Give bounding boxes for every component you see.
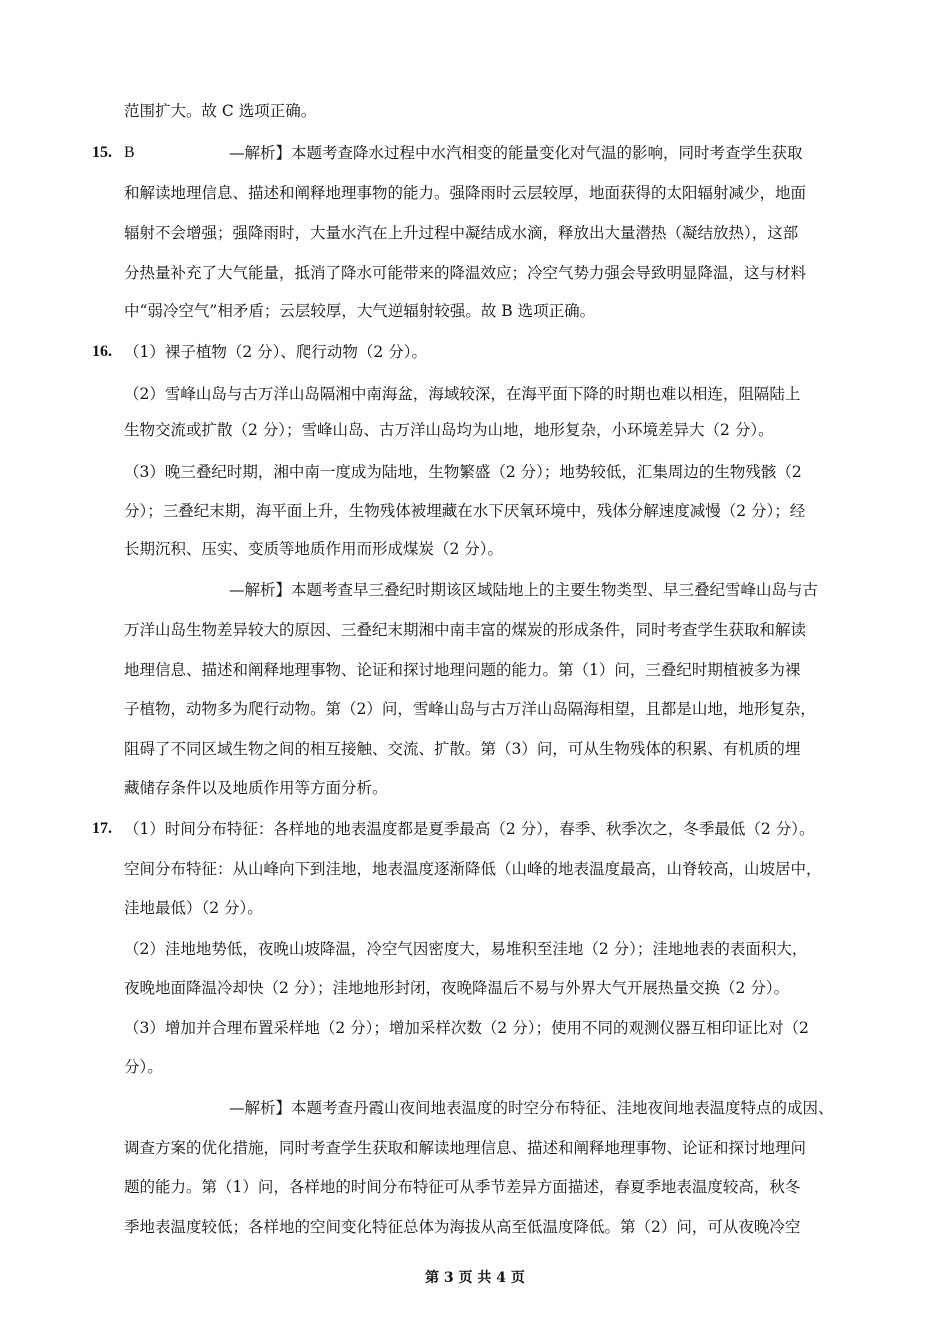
page-footer: 第 3 页 共 4 页 <box>425 1270 525 1286</box>
question-16-line-7: —解析】本题考查早三叠纪时期该区域陆地上的主要生物类型、早三叠纪雪峰山岛与古 <box>229 581 819 599</box>
continuation-line: 范围扩大。故 C 选项正确。 <box>124 102 317 120</box>
question-16-line-9: 地理信息、描述和阐释地理事物、论证和探讨地理问题的能力。第（1）问，三叠纪时期植被多为裸 <box>124 661 801 679</box>
question-17-line-4: （2）洼地地势低，夜晚山坡降温，冷空气因密度大，易堆积至洼地（2 分）；洼地地表的表面积大， <box>124 940 808 958</box>
question-17-line-1: （1）时间分布特征：各样地的地表温度都是夏季最高（2 分），春季、秋季次之，冬季最低（2 分）。 <box>124 820 815 838</box>
question-16-line-8: 万洋山岛生物差异较大的原因、三叠纪末期湘中南丰富的煤炭的形成条件，同时考查学生获取和解读 <box>124 621 807 639</box>
question-17-line-7: 分）。 <box>124 1058 163 1076</box>
question-17-line-9: 调查方案的优化措施，同时考查学生获取和解读地理信息、描述和阐释地理事物、论证和探讨地理问 <box>124 1139 807 1157</box>
question-15-line-4: 分热量补充了大气能量，抵消了降水可能带来的降温效应；冷空气势力强会导致明显降温，这与材料 <box>124 264 807 282</box>
question-16-line-11: 阻碍了不同区域生物之间的相互接触、交流、扩散。第（3）问，可从生物残体的积累、有机质的埋 <box>124 740 801 758</box>
question-16-line-1: （1）裸子植物（2 分）、爬行动物（2 分）。 <box>124 343 427 361</box>
question-17-line-8: —解析】本题考查丹霞山夜间地表温度的时空分布特征、洼地夜间地表温度特点的成因、 <box>229 1099 834 1117</box>
question-15-line-1: —解析】本题考查降水过程中水汽相变的能量变化对气温的影响，同时考查学生获取 <box>229 144 803 162</box>
question-16-line-6: 长期沉积、压实、变质等地质作用而形成煤炭（2 分）。 <box>124 540 504 558</box>
question-17-line-5: 夜晚地面降温冷却快（2 分）；洼地地形封闭，夜晚降温后不易与外界大气开展热量交换（2 分）。 <box>124 979 790 997</box>
question-16-number: 16. <box>92 343 112 360</box>
question-17-line-2: 空间分布特征：从山峰向下到洼地，地表温度逐渐降低（山峰的地表温度最高，山脊较高，山坡居中， <box>124 860 822 878</box>
question-16-line-5: 分）；三叠纪末期，海平面上升，生物残体被埋藏在水下厌氧环境中，残体分解速度减慢（2 分）；经 <box>124 502 806 520</box>
question-15-line-3: 辐射不会增强；强降雨时，大量水汽在上升过程中凝结成水滴，释放出大量潜热（凝结放热），这部 <box>124 224 799 242</box>
question-16-line-3: 生物交流或扩散（2 分）；雪峰山岛、古万洋山岛均为山地，地形复杂，小环境差异大（2 分）。 <box>124 421 774 439</box>
question-15-number: 15. <box>92 144 112 161</box>
question-17-line-11: 季地表温度较低；各样地的空间变化特征总体为海拔从高至低温度降低。第（2）问，可从夜晚冷空 <box>124 1218 801 1236</box>
question-15-answer: B <box>124 144 135 161</box>
question-15-line-2: 和解读地理信息、描述和阐释地理事物的能力。强降雨时云层较厚，地面获得的太阳辐射减少，地面 <box>124 184 807 202</box>
question-15-line-5: 中“弱冷空气”相矛盾；云层较厚，大气逆辐射较强。故 B 选项正确。 <box>124 302 596 320</box>
question-16-line-10: 子植物，动物多为爬行动物。第（2）问，雪峰山岛与古万洋山岛隔海相望，且都是山地，地形复杂， <box>124 700 816 718</box>
question-16-line-4: （3）晚三叠纪时期，湘中南一度成为陆地，生物繁盛（2 分）；地势较低，汇集周边的生物残骸（2 <box>124 463 802 481</box>
question-17-number: 17. <box>92 820 112 837</box>
question-16-line-2: （2）雪峰山岛与古万洋山岛隔湘中南海盆，海域较深，在海平面下降的时期也难以相连，阻隔陆上 <box>124 385 801 403</box>
question-17-line-3: 洼地最低）（2 分）。 <box>124 899 263 917</box>
question-16-line-12: 藏储存条件以及地质作用等方面分析。 <box>124 779 388 797</box>
question-17-line-10: 题的能力。第（1）问，各样地的时间分布特征可从季节差异方面描述，春夏季地表温度较高，秋冬 <box>124 1178 801 1196</box>
question-17-line-6: （3）增加并合理布置采样地（2 分）；增加采样次数（2 分）；使用不同的观测仪器互相印证比对（2 <box>124 1019 809 1037</box>
